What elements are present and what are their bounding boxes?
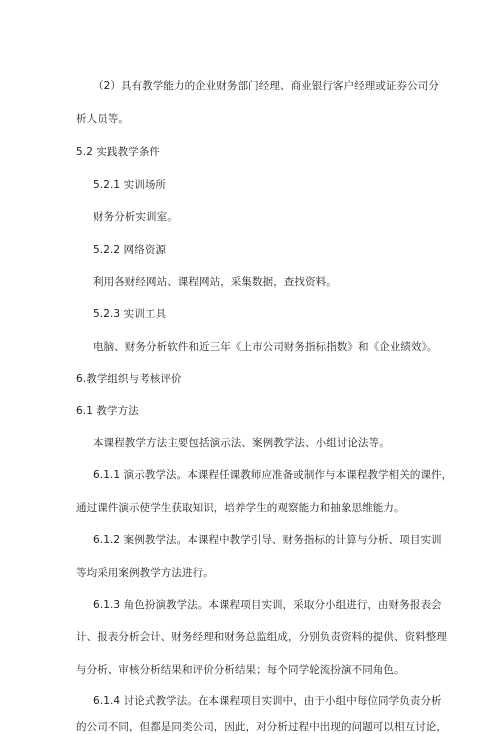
subsection-heading: 5.2.3 实训工具 <box>93 308 167 320</box>
paragraph-line: 电脑、财务分析软件和近三年《上市公司财务指标指数》和《企业绩效》。 <box>93 341 438 353</box>
section-heading: 6.教学组织与考核评价 <box>76 373 182 385</box>
paragraph-line: 6.1.2 案例教学法。本课程中教学引导、财务指标的计算与分析、项目实训 <box>93 534 442 546</box>
paragraph-line: 财务分析实训室。 <box>93 211 178 223</box>
subsection-heading: 5.2.1 实训场所 <box>93 179 167 191</box>
section-heading: 5.2 实践教学条件 <box>76 146 161 158</box>
paragraph-line: 通过课件演示使学生获取知识，培养学生的观察能力和抽象思维能力。 <box>76 502 405 514</box>
paragraph-line: 6.1.1 演示教学法。本课程任课教师应准备或制作与本课程教学相关的课件， <box>93 469 453 481</box>
paragraph-line: 与分析、审核分析结果和评价分析结果；每个同学轮流扮演不同角色。 <box>76 664 405 676</box>
paragraph-line: 利用各财经网站、课程网站，采集数据，查找资料。 <box>93 276 337 288</box>
paragraph-line: 的公司不同，但都是同类公司，因此，对分析过程中出现的问题可以相互讨论， <box>76 721 447 733</box>
paragraph-line: 本课程教学方法主要包括演示法、案例教学法、小组讨论法等。 <box>93 437 390 449</box>
paragraph-line: 计、报表分析会计、财务经理和财务总监组成，分别负责资料的提供、资料整理 <box>76 631 447 643</box>
subsection-heading: 5.2.2 网络资源 <box>93 244 167 256</box>
paragraph-line: （2）具有教学能力的企业财务部门经理、商业银行客户经理或证券公司分 <box>93 80 439 92</box>
paragraph-line: 等均采用案例教学方法进行。 <box>76 567 214 579</box>
paragraph-line: 析人员等。 <box>76 113 129 125</box>
paragraph-line: 6.1.3 角色扮演教学法。本课程项目实训，采取分小组进行，由财务报表会 <box>93 599 442 611</box>
paragraph-line: 6.1.4 讨论式教学法。在本课程项目实训中，由于小组中每位同学负责分析 <box>93 695 442 707</box>
section-heading: 6.1 教学方法 <box>76 405 139 417</box>
